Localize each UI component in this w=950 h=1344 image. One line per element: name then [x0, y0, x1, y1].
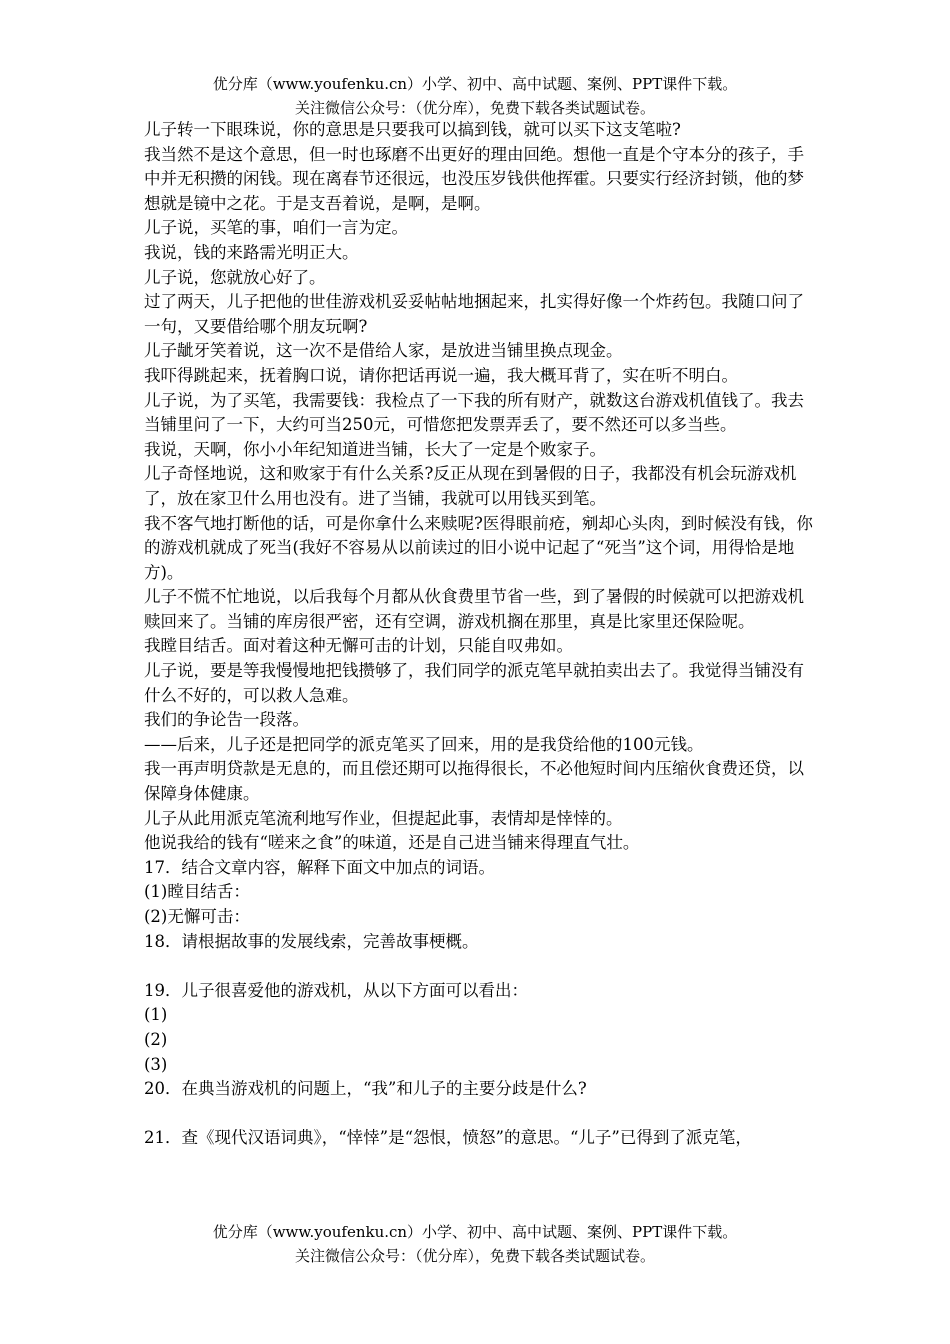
story-paragraph: 我当然不是这个意思，但一时也琢磨不出更好的理由回绝。想他一直是个守本分的孩子，手中并无积攒的闲钱。现在离春节还很远，也没压岁钱供他挥霍。只要实行经济封锁，他的梦想就是镜中之花。于是支吾着说，是啊，是啊。 [144, 144, 804, 213]
story-paragraph: 我说，天啊，你小小年纪知道进当铺，长大了一定是个败家子。 [144, 439, 606, 459]
question-21: 21．查《现代汉语词典》，“悻悻”是“怨恨，愤怒”的意思。“儿子”已得到了派克笔， [144, 1128, 752, 1148]
question-18: 18．请根据故事的发展线索，完善故事梗概。 [144, 931, 479, 951]
question-17-part-1: (1)瞠目结舌： [144, 882, 250, 902]
header-line-2: 关注微信公众号：（优分库），免费下载各类试题试卷。 [294, 99, 655, 117]
story-paragraph: 我一再声明贷款是无息的，而且偿还期可以拖得很长，不必他短时间内压缩伙食费还贷，以保障身体健康。 [144, 759, 804, 804]
story-paragraph: 我们的争论告一段落。 [144, 710, 309, 730]
question-19-part-1: (1) [144, 1005, 168, 1025]
answer-space [144, 1102, 814, 1127]
story-paragraph: 我吓得跳起来，抚着胸口说，请你把话再说一遍，我大概耳背了，实在听不明白。 [144, 365, 738, 385]
footer-line-2: 关注微信公众号：（优分库），免费下载各类试题试卷。 [294, 1247, 655, 1265]
story-paragraph: 他说我给的钱有“嗟来之食”的味道，还是自己进当铺来得理直气壮。 [144, 833, 640, 853]
answer-space [144, 954, 814, 979]
story-paragraph: 儿子说，要是等我慢慢地把钱攒够了，我们同学的派克笔早就拍卖出去了。我觉得当铺没有什么不好的，可以救人急难。 [144, 661, 804, 705]
question-19: 19．儿子很喜爱他的游戏机，从以下方面可以看出： [144, 980, 528, 1000]
footer-line-1: 优分库（www.youfenku.cn）小学、初中、高中试题、案例、PPT课件下载。 [212, 1223, 738, 1241]
story-paragraph: 儿子龇牙笑着说，这一次不是借给人家，是放进当铺里换点现金。 [144, 341, 623, 361]
question-19-part-2: (2) [144, 1029, 168, 1049]
page-footer [0, 1220, 950, 1268]
story-paragraph: 我瞠目结舌。面对着这种无懈可击的计划，只能自叹弗如。 [144, 636, 573, 656]
story-paragraph: 儿子转一下眼珠说，你的意思是只要我可以搞到钱，就可以买下这支笔啦? [144, 120, 681, 139]
story-paragraph: 我说，钱的来路需光明正大。 [144, 242, 359, 262]
question-17: 17．结合文章内容，解释下面文中加点的词语。 [144, 857, 495, 877]
story-paragraph: 儿子说，买笔的事，咱们一言为定。 [144, 218, 408, 238]
story-paragraph: 儿子说，为了买笔，我需要钱：我检点了一下我的所有财产，就数这台游戏机值钱了。我去当铺里问了一下，大约可当250元，可惜您把发票弄丢了，要不然还可以多当些。 [144, 390, 804, 435]
story-paragraph: 儿子奇怪地说，这和败家于有什么关系?反正从现在到暑假的日子，我都没有机会玩游戏机了，放在家卫什么用也没有。进了当铺，我就可以用钱买到笔。 [144, 464, 797, 508]
story-paragraph: 我不客气地打断他的话，可是你拿什么来赎呢?医得眼前疮，剜却心头肉，到时候没有钱，你的游戏机就成了死当(我好不容易从以前读过的旧小说中记起了“死当”这个词，用得恰是地方)。 [144, 513, 813, 582]
story-paragraph: ——后来，儿子还是把同学的派克笔买了回来，用的是我贷给他的100元钱。 [144, 734, 704, 754]
question-19-part-3: (3) [144, 1054, 168, 1074]
story-paragraph: 儿子说，您就放心好了。 [144, 267, 326, 287]
header-line-1: 优分库（www.youfenku.cn）小学、初中、高中试题、案例、PPT课件下载。 [212, 75, 738, 93]
page-header [0, 72, 950, 120]
document-body [144, 118, 814, 1151]
question-20: 20．在典当游戏机的问题上，“我”和儿子的主要分歧是什么? [144, 1079, 587, 1099]
question-17-part-2: (2)无懈可击： [144, 907, 250, 926]
story-paragraph: 过了两天，儿子把他的世佳游戏机妥妥帖帖地捆起来，扎实得好像一个炸药包。我随口问了一句，又要借给哪个朋友玩啊? [144, 292, 804, 336]
story-paragraph: 儿子从此用派克笔流利地写作业，但提起此事，表情却是悻悻的。 [144, 808, 623, 828]
story-paragraph: 儿子不慌不忙地说，以后我每个月都从伙食费里节省一些，到了暑假的时候就可以把游戏机赎回来了。当铺的库房很严密，还有空调，游戏机搁在那里，真是比家里还保险呢。 [144, 587, 804, 631]
